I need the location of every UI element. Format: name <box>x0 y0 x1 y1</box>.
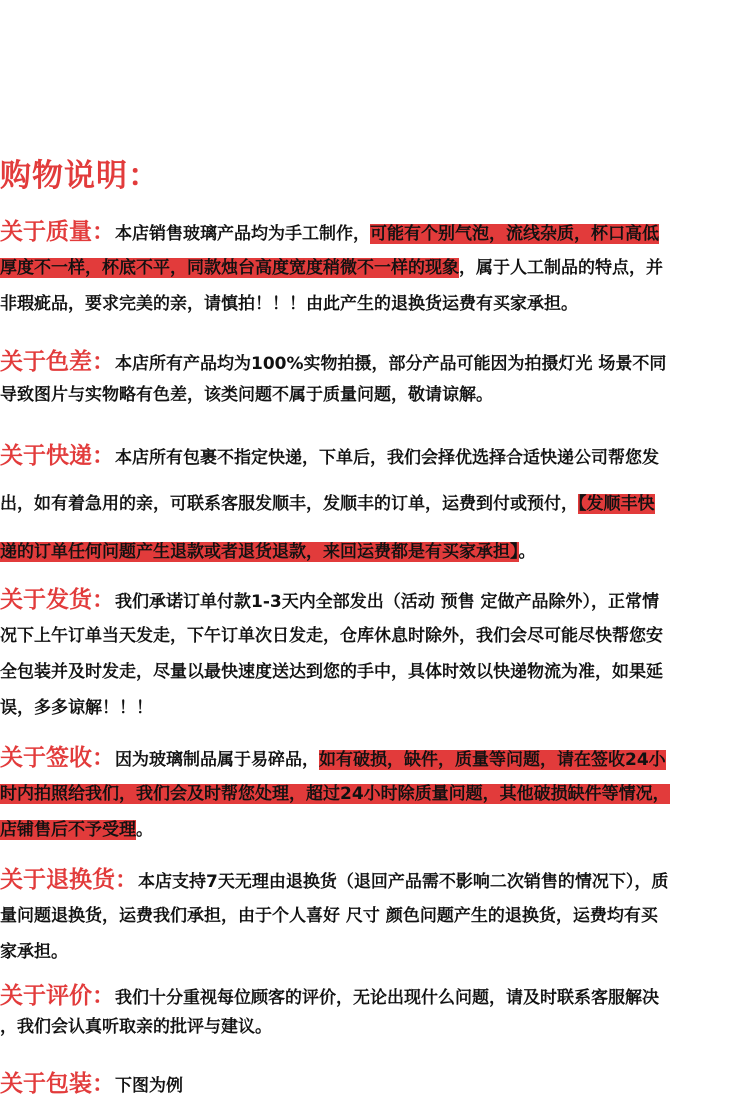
delivery-text-2: 出，如有着急用的亲，可联系客服发顺丰，发顺丰的订单，运费到付或预付， <box>0 494 578 514</box>
color-line-1 <box>0 346 750 379</box>
quality-label: 关于质量： <box>0 219 115 245</box>
delivery-label: 关于快递： <box>0 443 115 469</box>
review-label: 关于评价： <box>0 983 115 1009</box>
return-line-2 <box>0 898 750 934</box>
receipt-text-3: 。 <box>136 820 153 840</box>
return-label: 关于退换货： <box>0 867 138 893</box>
shipping-text-2: 况下上午订单当天发走，下午订单次日发走，仓库休息时除外，我们会尽可能尽快帮您安 <box>0 626 663 646</box>
shipping-line-2 <box>0 618 750 654</box>
quality-text-3: 非瑕疵品，要求完美的亲，请慎拍！！！由此产生的退换货运费有买家承担。 <box>0 294 578 314</box>
shipping-text-1: 我们承诺订单付款1-3天内全部发出（活动 预售 定做产品除外），正常情 <box>115 592 660 612</box>
return-text-2: 量问题退换货，运费我们承担，由于个人喜好 尺寸 颜色问题产生的退换货，运费均有买 <box>0 906 658 926</box>
delivery-line-1 <box>0 432 750 480</box>
receipt-highlight-1: 如有破损，缺件，质量等问题，请在签收24小 <box>319 750 666 770</box>
review-line-2 <box>0 1012 750 1043</box>
delivery-text-3: 。 <box>518 542 536 562</box>
section-shipping <box>0 582 750 726</box>
package-label: 关于包装： <box>0 1071 115 1097</box>
shipping-text-4: 误，多多谅解！！！ <box>0 698 153 718</box>
review-line-1 <box>0 981 750 1012</box>
package-text-1: 下图为例 <box>115 1076 183 1096</box>
receipt-highlight-2: 时内拍照给我们，我们会及时帮您处理，超过24小时除质量问题，其他破损缺件等情况， <box>0 784 670 804</box>
quality-line-3 <box>0 286 750 322</box>
return-text-1: 本店支持7天无理由退换货（退回产品需不影响二次销售的情况下），质 <box>138 872 669 892</box>
review-text-1: 我们十分重视每位顾客的评价，无论出现什么问题，请及时联系客服解决 <box>115 988 659 1008</box>
receipt-line-3 <box>0 812 750 848</box>
section-color-difference <box>0 346 750 412</box>
section-review <box>0 981 750 1043</box>
receipt-line-1 <box>0 740 750 776</box>
quality-highlight-1: 可能有个别气泡，流线杂质，杯口高低 <box>370 224 659 244</box>
delivery-highlight-2: 递的订单任何问题产生退款或者退货退款，来回运费都是有买家承担】 <box>0 542 519 562</box>
shipping-line-4 <box>0 690 750 726</box>
color-text-1: 本店所有产品均为100%实物拍摄，部分产品可能因为拍摄灯光 场景不同 <box>115 354 667 374</box>
section-quality <box>0 214 750 322</box>
shipping-line-1 <box>0 582 750 618</box>
color-line-2 <box>0 379 750 412</box>
color-text-2: 导致图片与实物略有色差，该类问题不属于质量问题，敬请谅解。 <box>0 385 493 405</box>
delivery-line-3 <box>0 528 750 576</box>
quality-highlight-2: 厚度不一样，杯底不平，同款烛台高度宽度稍微不一样的现象 <box>0 258 459 278</box>
quality-line-1 <box>0 214 750 250</box>
receipt-text-1: 因为玻璃制品属于易碎品， <box>115 750 319 770</box>
return-text-3: 家承担。 <box>0 942 68 962</box>
receipt-label: 关于签收： <box>0 745 115 771</box>
quality-text-1: 本店销售玻璃产品均为手工制作， <box>115 224 370 244</box>
review-text-2: ，我们会认真听取亲的批评与建议。 <box>0 1017 272 1037</box>
shipping-text-3: 全包装并及时发走，尽量以最快速度送达到您的手中，具体时效以快递物流为准，如果延 <box>0 662 663 682</box>
section-delivery <box>0 432 750 576</box>
return-line-3 <box>0 934 750 970</box>
quality-line-2 <box>0 250 750 286</box>
delivery-text-1: 本店所有包裹不指定快递，下单后，我们会择优选择合适快递公司帮您发 <box>115 448 659 468</box>
package-line-1 <box>0 1066 750 1102</box>
shipping-label: 关于发货： <box>0 587 115 613</box>
quality-text-2: ，属于人工制品的特点，并 <box>459 258 663 278</box>
receipt-highlight-3: 店铺售后不予受理 <box>0 820 136 840</box>
section-receipt <box>0 740 750 848</box>
section-package <box>0 1066 750 1102</box>
return-line-1 <box>0 862 750 898</box>
delivery-highlight-1: 【发顺丰快 <box>578 494 655 514</box>
section-return-exchange <box>0 862 750 970</box>
color-label: 关于色差： <box>0 349 115 375</box>
shipping-line-3 <box>0 654 750 690</box>
delivery-line-2 <box>0 480 750 528</box>
page-title: 购物说明： <box>0 158 160 194</box>
receipt-line-2 <box>0 776 750 812</box>
